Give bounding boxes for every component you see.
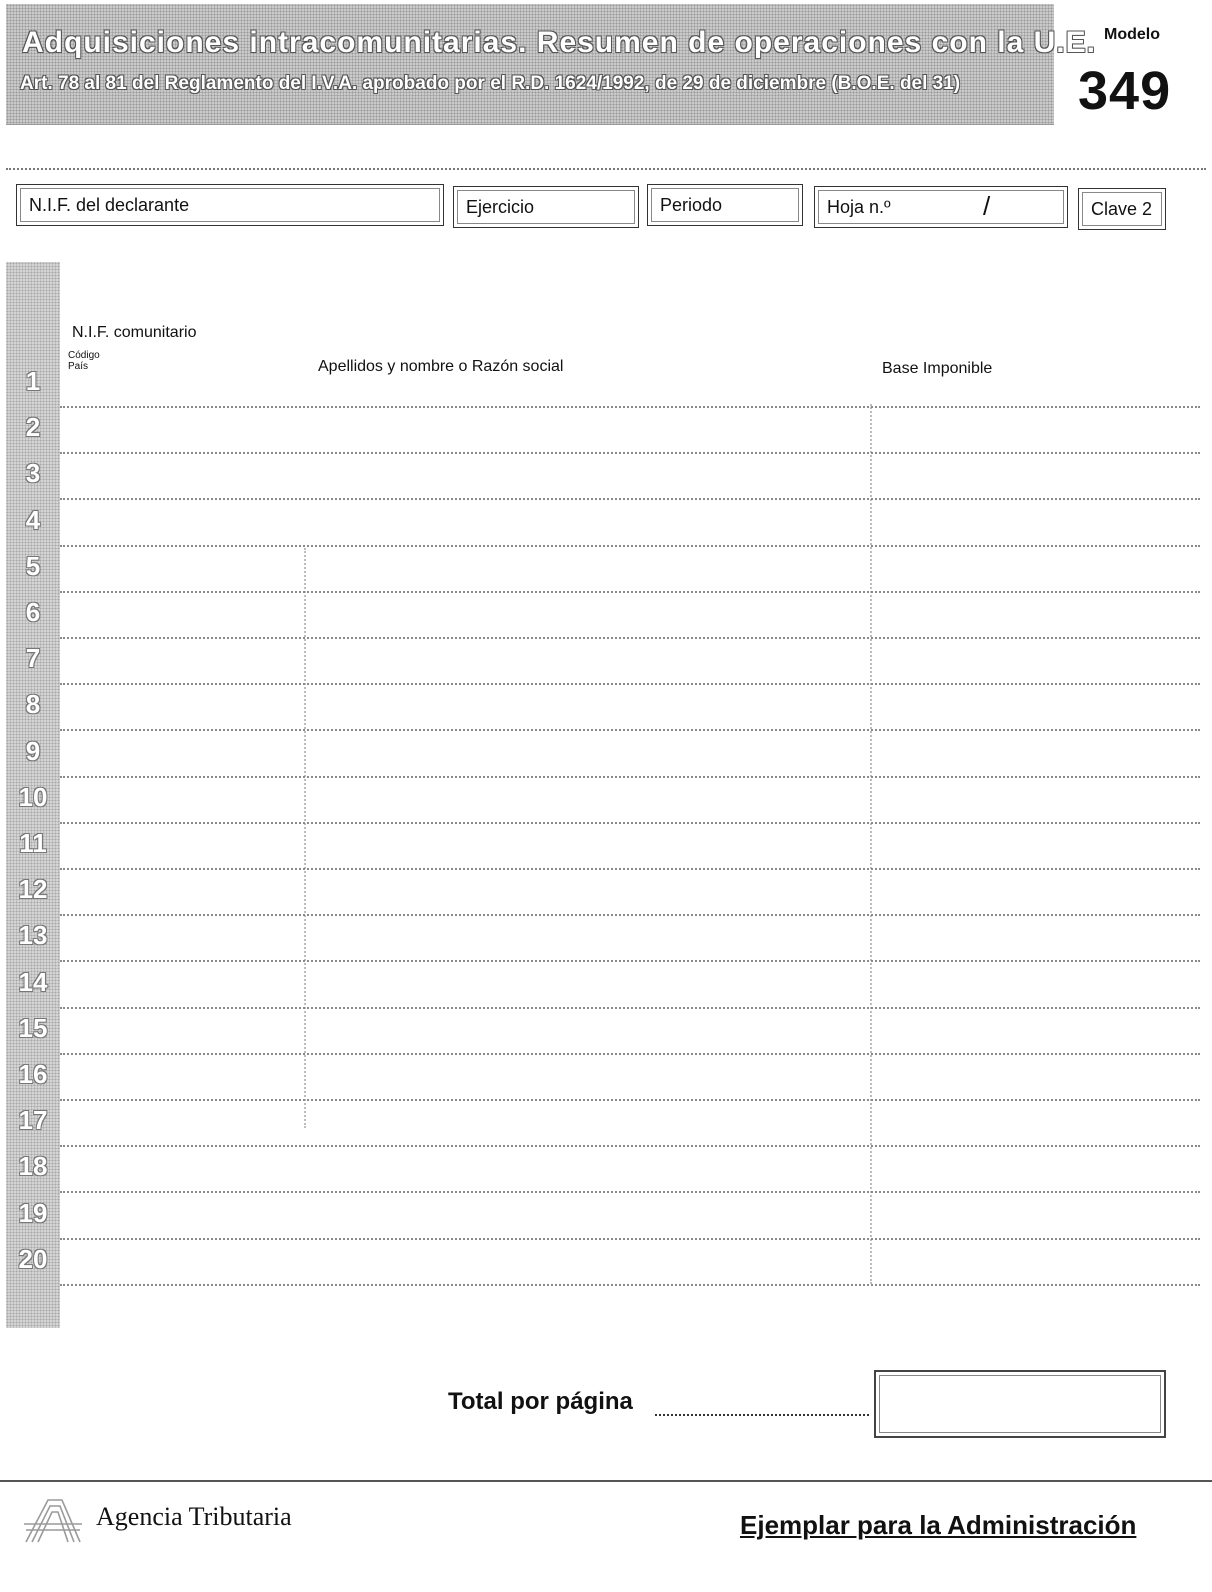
row-number: 4	[25, 504, 41, 535]
nif-declarante-label: N.I.F. del declarante	[29, 195, 190, 215]
row-number: 17	[18, 1105, 48, 1136]
table-row[interactable]	[60, 498, 1200, 500]
nif-declarante-field[interactable]	[16, 184, 444, 226]
row-number: 11	[19, 828, 47, 858]
row-number: 8	[25, 689, 41, 720]
table-row[interactable]	[60, 729, 1200, 731]
row-number-stripe	[6, 262, 60, 1328]
razon-social-heading: Apellidos y nombre o Razón social	[318, 358, 564, 375]
ejercicio-label: Ejercicio	[466, 197, 535, 217]
form-subtitle: Art. 78 al 81 del Reglamento del I.V.A. aprobado por el R.D. 1624/1992, de 29 de diciembre (B.O.E. del 31)	[20, 73, 961, 94]
table-row[interactable]	[60, 591, 1200, 593]
table-row[interactable]	[60, 545, 1200, 547]
form-title: Adquisiciones intracomunitarias. Resumen de operaciones con la U.E.	[22, 26, 1096, 59]
column-separator-base	[870, 404, 872, 1284]
row-number: 14	[18, 966, 48, 997]
total-amount-field[interactable]	[874, 1370, 1166, 1438]
row-number: 5	[25, 550, 41, 581]
pais-label: País	[68, 361, 89, 372]
table-row[interactable]	[60, 960, 1200, 962]
row-number: 20	[18, 1243, 48, 1274]
table-row[interactable]	[60, 683, 1200, 685]
modelo-label: Modelo	[1104, 26, 1160, 43]
modelo-number: 349	[1078, 61, 1172, 121]
table-row[interactable]	[60, 776, 1200, 778]
codigo-heading	[68, 350, 100, 372]
header-banner	[6, 4, 1096, 125]
table-row[interactable]	[60, 1145, 1200, 1147]
agency-name: Agencia Tributaria	[96, 1502, 292, 1531]
table-row[interactable]	[60, 406, 1200, 408]
codigo-label: Código	[68, 350, 100, 361]
total-label: Total por página	[448, 1388, 633, 1415]
hoja-label: Hoja n.º	[827, 197, 891, 217]
row-number: 16	[18, 1059, 48, 1089]
table-row[interactable]	[60, 1007, 1200, 1009]
table-row[interactable]	[60, 1238, 1200, 1240]
header-divider	[6, 168, 1206, 170]
row-number: 1	[25, 366, 41, 396]
table-row[interactable]	[60, 1099, 1200, 1101]
table-row[interactable]	[60, 914, 1200, 916]
copy-designation: Ejemplar para la Administración	[740, 1510, 1137, 1540]
agencia-tributaria-logo-icon	[22, 1494, 84, 1551]
row-number: 3	[25, 458, 41, 489]
table-row[interactable]	[60, 868, 1200, 870]
table-row[interactable]	[60, 637, 1200, 639]
row-number: 15	[18, 1012, 48, 1043]
row-number: 10	[18, 781, 48, 812]
footer-divider	[0, 1480, 1212, 1482]
table-row[interactable]	[60, 1053, 1200, 1055]
row-number: 7	[25, 643, 41, 674]
row-number: 18	[18, 1151, 48, 1182]
clave-field	[1078, 188, 1166, 230]
base-imponible-heading: Base Imponible	[882, 360, 993, 377]
table-row[interactable]	[60, 452, 1200, 454]
hoja-field[interactable]	[814, 186, 1068, 228]
periodo-label: Periodo	[660, 195, 723, 215]
row-number: 2	[25, 412, 41, 443]
hoja-separator: /	[983, 191, 991, 221]
row-number: 6	[25, 597, 41, 627]
row-number: 13	[18, 920, 48, 951]
clave-label: Clave 2	[1091, 199, 1153, 219]
periodo-field[interactable]	[647, 184, 803, 226]
row-number: 9	[25, 735, 41, 766]
table-row[interactable]	[60, 1191, 1200, 1193]
nif-comunitario-heading: N.I.F. comunitario	[72, 324, 197, 341]
row-number: 19	[18, 1197, 48, 1228]
row-number: 12	[18, 874, 48, 905]
ejercicio-field[interactable]	[453, 186, 639, 228]
total-leader-dots	[655, 1414, 869, 1416]
table-row[interactable]	[60, 1284, 1200, 1286]
table-row[interactable]	[60, 822, 1200, 824]
column-separator-name	[304, 548, 306, 1128]
